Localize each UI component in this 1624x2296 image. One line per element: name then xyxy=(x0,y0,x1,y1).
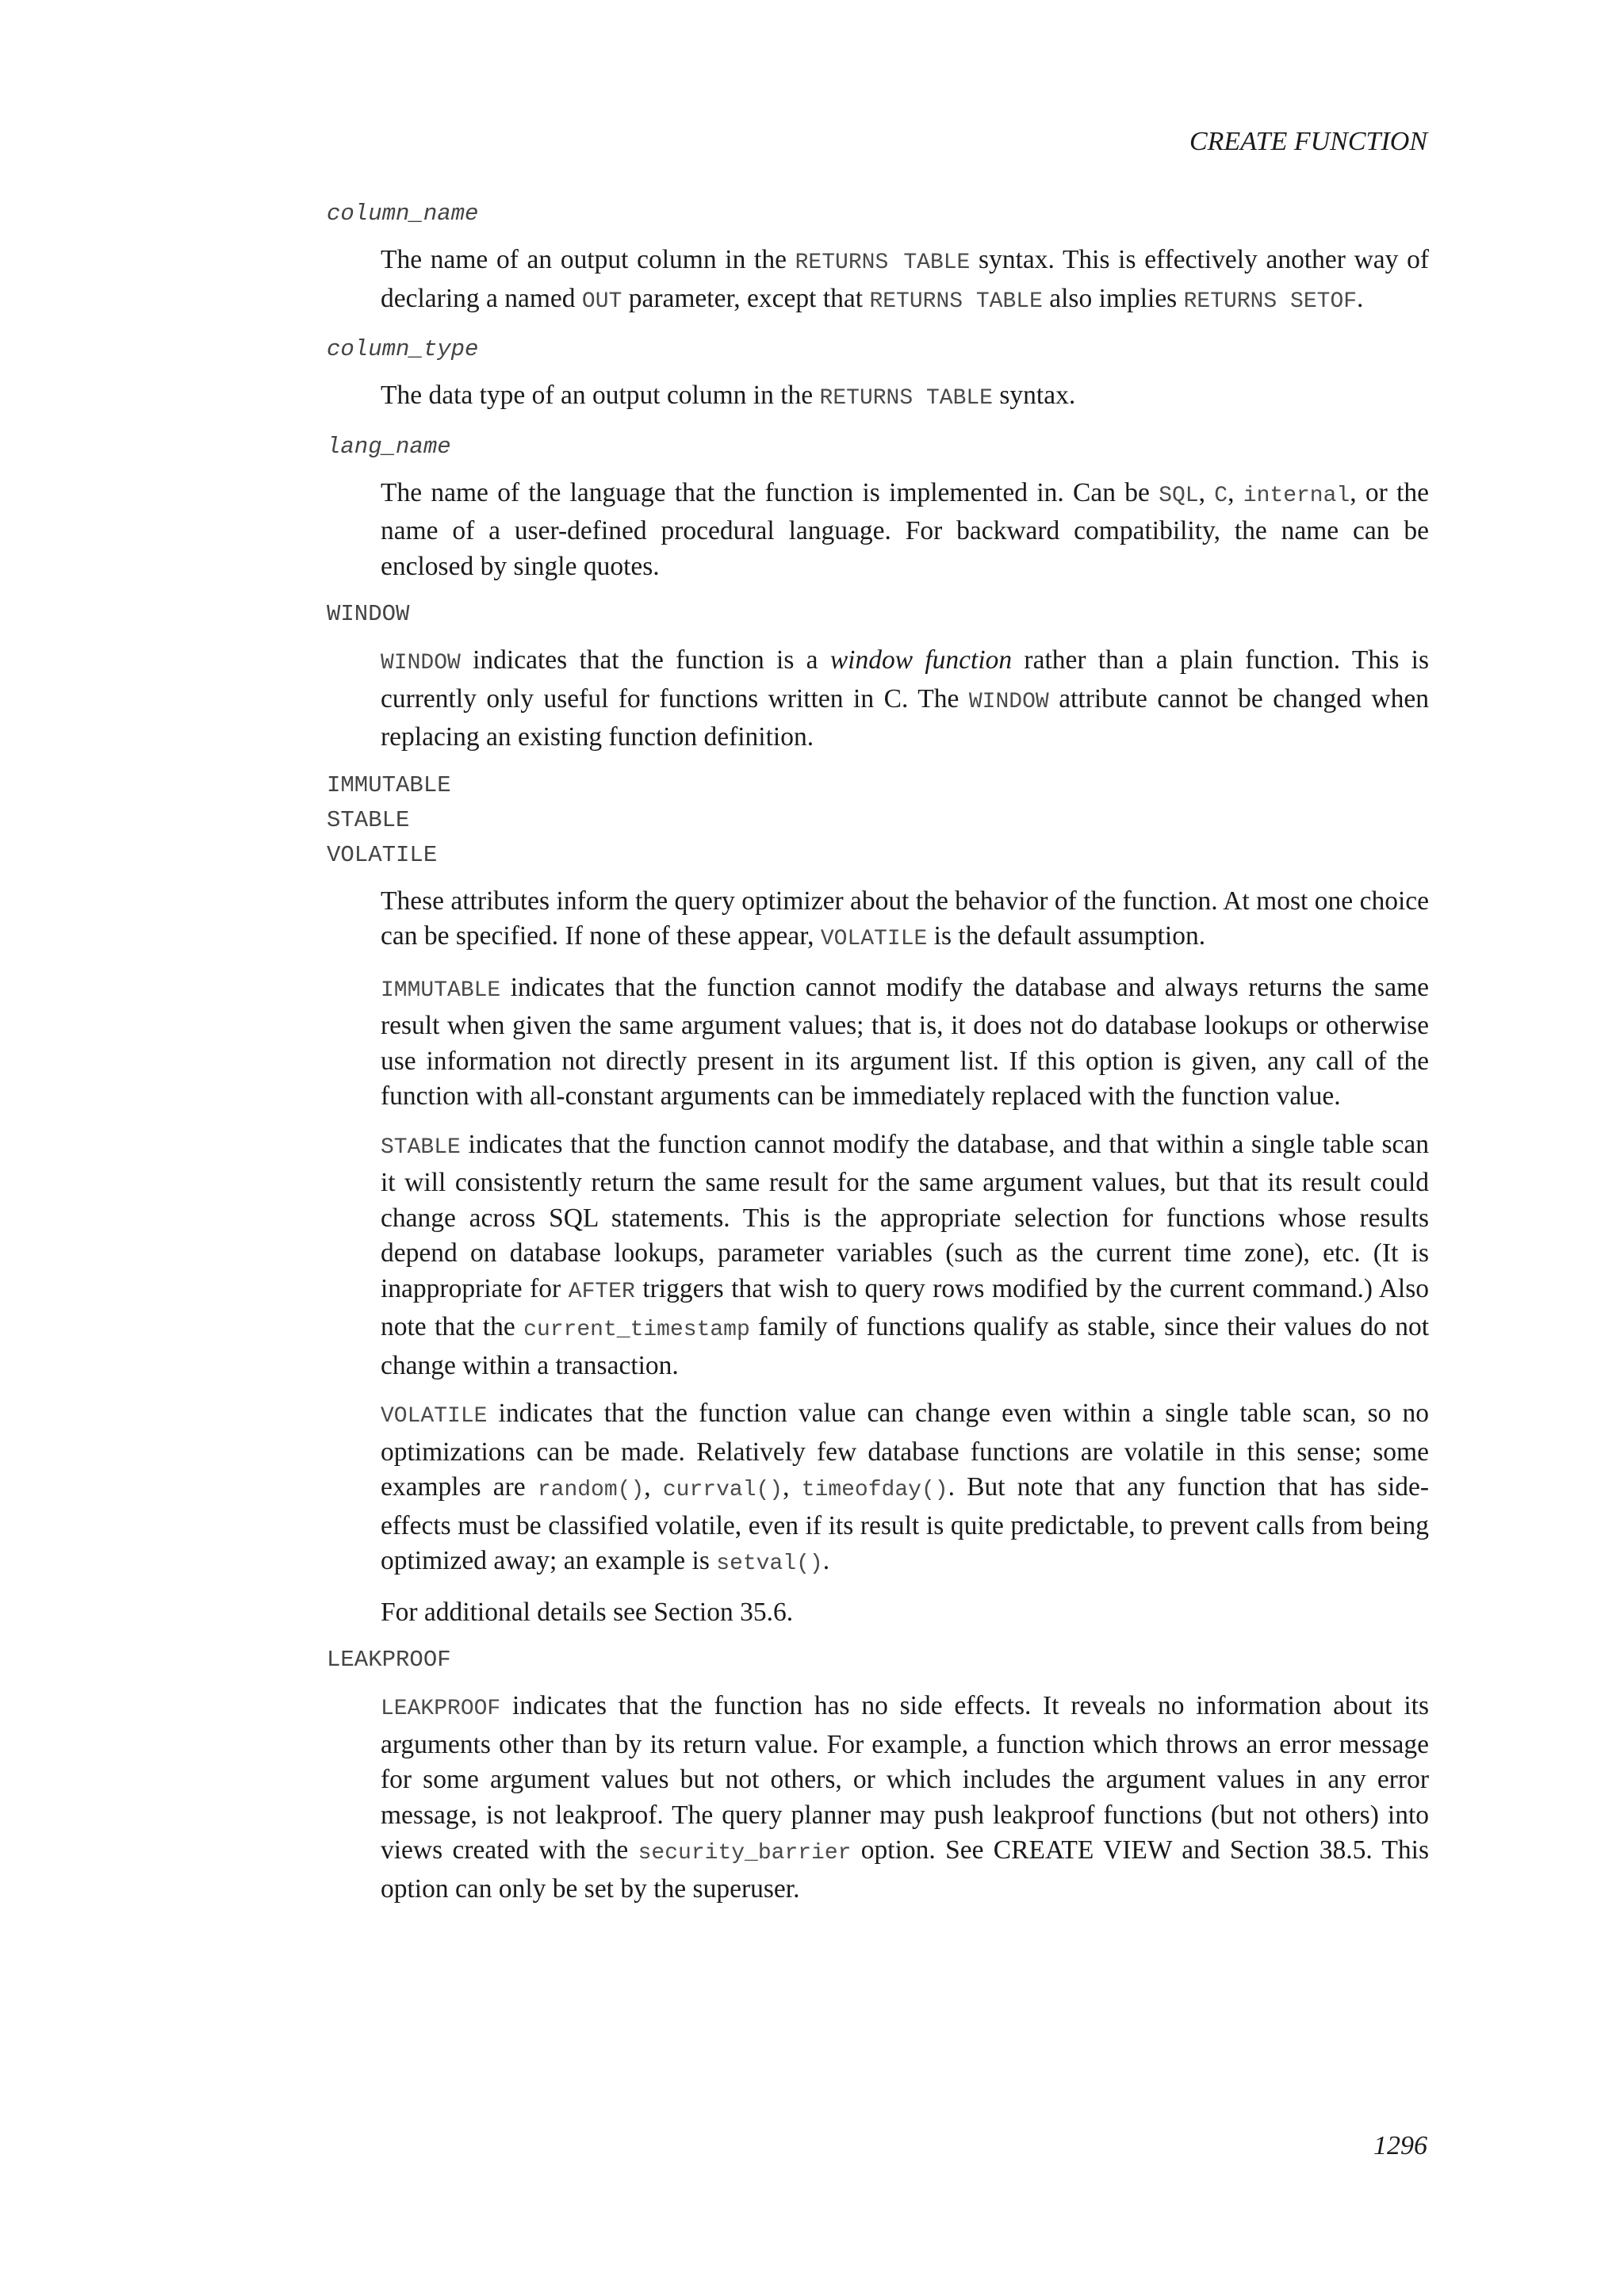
paragraph xyxy=(381,884,1429,958)
text: is the default assumption. xyxy=(927,921,1206,951)
term-leakproof: LEAKPROOF xyxy=(327,1647,451,1673)
term-column-type: column_type xyxy=(327,336,479,362)
definition-column-type xyxy=(381,378,1429,417)
paragraph xyxy=(381,1689,1429,1907)
page-number: 1296 xyxy=(1373,2131,1427,2160)
paragraph xyxy=(381,970,1429,1115)
paragraph xyxy=(381,643,1429,756)
text: These attributes inform the query optimizer about the behavior of the function. At most one choice can be specified. If none of these appear, xyxy=(381,886,1429,951)
text: The name of the language that the function is implemented in. Can be xyxy=(381,477,1159,507)
term-column-name: column_name xyxy=(327,201,479,227)
term-immutable: IMMUTABLE xyxy=(327,771,451,798)
term-volatile: VOLATILE xyxy=(327,841,438,868)
paragraph xyxy=(381,378,1429,417)
text: , xyxy=(1228,477,1243,507)
definition-column-name xyxy=(381,243,1429,320)
code-literal: VOLATILE xyxy=(381,1404,488,1429)
code-literal: WINDOW xyxy=(968,689,1049,714)
text: indicates that the function cannot modify the database, and that within a single table scan it will consistently return the same result for the same argument values, but that its result could change across SQL statements. This is the appropriate selection for functions whose results depend on database lookups, parameter variables (such as the current time zone), etc. (It is inappropriate for xyxy=(381,1129,1429,1303)
text: For additional details see Section 35.6. xyxy=(381,1597,794,1627)
text: attribute cannot be changed when replacing an existing function definition. xyxy=(381,683,1429,752)
text: rather than a plain function. This is currently only useful for functions written in C. The xyxy=(381,645,1429,714)
code-literal: currval() xyxy=(662,1478,783,1502)
text: indicates that the function cannot modify the database and always returns the same result when given the same argument values; that is, it does not do database lookups or otherwise use information not directly present in its argument list. If this option is given, any call of the function with all-constant arguments can be immediately replaced with the function value. xyxy=(381,972,1429,1111)
code-literal: RETURNS TABLE xyxy=(869,289,1043,314)
code-literal: RETURNS TABLE xyxy=(819,386,993,411)
text: triggers that wish to query rows modified by the current command.) Also note that the xyxy=(381,1273,1430,1341)
text: . xyxy=(822,1546,830,1575)
text: indicates that the function has no side effects. It reveals no information about its arguments other than by its return value. For example, a function which throws an error message for some argument values but not others, or which includes the argument values in any error message, is not leakproof. The query planner may push leakproof functions (but not others) into views created with the xyxy=(381,1691,1429,1865)
text: family of functions qualify as stable, since their values do not change within a transaction. xyxy=(381,1312,1429,1380)
code-literal: current_timestamp xyxy=(523,1318,750,1342)
code-literal: LEAKPROOF xyxy=(381,1697,501,1721)
code-literal: random() xyxy=(537,1478,645,1502)
code-literal: C xyxy=(1214,483,1228,508)
text: parameter, except that xyxy=(622,283,870,313)
code-literal: setval() xyxy=(716,1552,823,1576)
paragraph xyxy=(381,1595,1429,1631)
definition-leakproof xyxy=(381,1689,1429,1907)
text: indicates that the function value can change even within a single table scan, so no optimizations can be made. Relatively few database functions are volatile in this sense; some examples are xyxy=(381,1399,1429,1502)
text: , xyxy=(1198,477,1215,507)
text: . xyxy=(1357,283,1364,313)
paragraph xyxy=(381,1396,1429,1582)
term-volatility-group xyxy=(327,768,1429,873)
code-literal: AFTER xyxy=(568,1279,635,1304)
text: , or the name of a user-defined procedural language. For backward compatibility, the name can be enclosed by single quotes. xyxy=(381,477,1429,581)
text: The data type of an output column in the xyxy=(381,381,820,410)
code-literal: IMMUTABLE xyxy=(381,978,501,1003)
text: The name of an output column in the xyxy=(381,245,795,274)
text: syntax. This is effectively another way of declaring a named xyxy=(381,245,1429,313)
code-literal: RETURNS SETOF xyxy=(1183,289,1358,314)
code-literal: RETURNS TABLE xyxy=(795,251,971,275)
text: , xyxy=(783,1472,802,1502)
definition-volatility xyxy=(381,884,1429,1631)
document-body xyxy=(327,197,1429,1919)
text: also implies xyxy=(1042,283,1184,313)
term-lang-name: lang_name xyxy=(327,433,451,460)
code-literal: internal xyxy=(1243,483,1350,508)
definition-window xyxy=(381,643,1429,756)
running-header: CREATE FUNCTION xyxy=(1189,127,1427,156)
code-literal: STABLE xyxy=(381,1135,461,1160)
code-literal: security_barrier xyxy=(638,1841,852,1866)
text: indicates that the function is a xyxy=(460,645,830,675)
text: syntax. xyxy=(992,381,1076,410)
code-literal: VOLATILE xyxy=(820,927,928,951)
term-stable: STABLE xyxy=(327,806,410,833)
text: option. See CREATE VIEW and Section 38.5. This option can only be set by the superuser. xyxy=(381,1835,1429,1904)
term-window: WINDOW xyxy=(327,601,410,627)
text: , xyxy=(644,1472,663,1502)
code-literal: OUT xyxy=(581,289,622,314)
emphasis: window function xyxy=(829,645,1013,675)
code-literal: WINDOW xyxy=(381,651,461,675)
paragraph xyxy=(381,243,1429,320)
definition-lang-name xyxy=(381,476,1429,585)
paragraph xyxy=(381,476,1429,585)
code-literal: SQL xyxy=(1159,483,1199,508)
code-literal: timeofday() xyxy=(801,1478,948,1502)
paragraph xyxy=(381,1127,1429,1384)
text: . But note that any function that has side-effects must be classified volatile, even if its result is quite predictable, to prevent calls from being optimized away; an example is xyxy=(381,1472,1430,1575)
